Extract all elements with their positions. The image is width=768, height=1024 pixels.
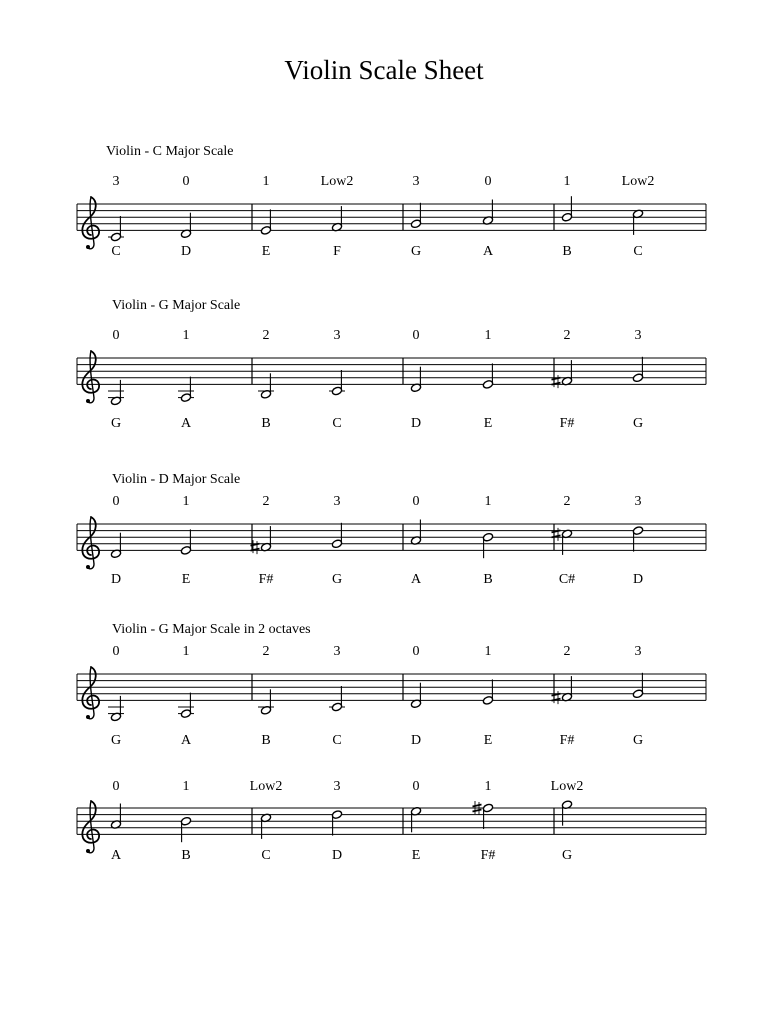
staff-label: Violin - C Major Scale bbox=[106, 144, 234, 159]
treble-clef-icon bbox=[82, 801, 99, 853]
note-name: A bbox=[110, 848, 122, 863]
finger-number: 0 bbox=[182, 174, 190, 189]
note bbox=[258, 328, 274, 431]
note bbox=[110, 494, 121, 587]
note-name: B bbox=[483, 572, 493, 587]
finger-number: 1 bbox=[182, 328, 190, 343]
finger-number: 3 bbox=[333, 779, 341, 794]
finger-number: 0 bbox=[112, 494, 120, 509]
treble-clef-icon bbox=[82, 667, 99, 719]
note bbox=[482, 644, 493, 748]
note-name: F# bbox=[480, 848, 496, 863]
note bbox=[482, 328, 493, 431]
note bbox=[178, 644, 194, 748]
finger-number: 1 bbox=[484, 644, 492, 659]
note-name: F# bbox=[559, 416, 575, 431]
note bbox=[180, 174, 191, 259]
finger-number: 0 bbox=[112, 779, 120, 794]
note bbox=[632, 494, 643, 587]
note-name: C bbox=[261, 848, 271, 863]
finger-number: 3 bbox=[112, 174, 120, 189]
note-name: D bbox=[110, 572, 122, 587]
treble-clef-icon bbox=[82, 197, 99, 249]
finger-number: 1 bbox=[484, 779, 492, 794]
staff-system bbox=[77, 779, 706, 863]
sharp-icon bbox=[552, 690, 561, 704]
note bbox=[410, 174, 421, 259]
finger-number: 3 bbox=[333, 644, 341, 659]
clef-dot bbox=[86, 715, 90, 719]
sharp-bar bbox=[473, 805, 482, 807]
note bbox=[108, 174, 124, 259]
finger-number: 2 bbox=[563, 328, 571, 343]
finger-number: 3 bbox=[634, 494, 642, 509]
page-title: Violin Scale Sheet bbox=[284, 55, 484, 85]
finger-number: 1 bbox=[182, 644, 190, 659]
note bbox=[108, 328, 124, 431]
note bbox=[632, 644, 643, 748]
note-name: A bbox=[180, 416, 192, 431]
note-name: G bbox=[410, 244, 422, 259]
treble-clef-icon bbox=[82, 351, 99, 403]
note-name: F# bbox=[258, 572, 274, 587]
note-name: D bbox=[331, 848, 343, 863]
note-name: G bbox=[110, 733, 122, 748]
finger-number: 1 bbox=[484, 328, 492, 343]
finger-number: 3 bbox=[412, 174, 420, 189]
finger-number: 0 bbox=[484, 174, 492, 189]
note bbox=[552, 494, 576, 587]
note-name: D bbox=[632, 572, 644, 587]
clef-stem bbox=[88, 197, 94, 249]
note-name: A bbox=[180, 733, 192, 748]
finger-number: 3 bbox=[333, 494, 341, 509]
note-name: A bbox=[410, 572, 422, 587]
note bbox=[482, 494, 493, 587]
finger-number: 0 bbox=[412, 779, 420, 794]
finger-number: 2 bbox=[563, 644, 571, 659]
sharp-icon bbox=[552, 374, 561, 388]
clef-stem bbox=[88, 801, 94, 853]
note-name: C bbox=[332, 416, 342, 431]
note bbox=[482, 174, 494, 259]
sharp-icon bbox=[552, 527, 561, 541]
note-name: G bbox=[331, 572, 343, 587]
finger-number: 0 bbox=[412, 644, 420, 659]
note bbox=[258, 644, 274, 748]
finger-number: 0 bbox=[412, 494, 420, 509]
note bbox=[622, 174, 655, 259]
finger-number: 2 bbox=[262, 328, 270, 343]
note bbox=[561, 174, 572, 259]
clef-stem bbox=[88, 517, 94, 569]
finger-number: 2 bbox=[262, 644, 270, 659]
finger-number: 1 bbox=[182, 494, 190, 509]
staff-system bbox=[77, 298, 706, 431]
note-name: F bbox=[333, 244, 341, 259]
note bbox=[632, 328, 643, 431]
finger-number: 1 bbox=[182, 779, 190, 794]
note bbox=[260, 174, 271, 259]
note-name: B bbox=[261, 733, 271, 748]
staff-system bbox=[77, 622, 706, 748]
note bbox=[180, 779, 191, 863]
note bbox=[410, 328, 421, 431]
clef-dot bbox=[86, 245, 90, 249]
finger-number: 3 bbox=[333, 328, 341, 343]
note-name: E bbox=[483, 416, 493, 431]
note bbox=[331, 494, 342, 587]
note-name: C bbox=[111, 244, 121, 259]
note-name: B bbox=[562, 244, 572, 259]
clef-stem bbox=[88, 351, 94, 403]
clef-stem bbox=[88, 667, 94, 719]
note bbox=[108, 644, 124, 748]
note-name: G bbox=[561, 848, 573, 863]
treble-clef-icon bbox=[82, 517, 99, 569]
staff-label: Violin - G Major Scale bbox=[112, 298, 241, 313]
note bbox=[410, 494, 422, 587]
note-name: G bbox=[632, 416, 644, 431]
finger-number: Low2 bbox=[621, 174, 655, 189]
finger-number: 0 bbox=[112, 328, 120, 343]
finger-number: 3 bbox=[634, 644, 642, 659]
finger-number: 0 bbox=[112, 644, 120, 659]
staff-label: Violin - D Major Scale bbox=[112, 472, 241, 487]
note bbox=[329, 328, 345, 431]
note-name: B bbox=[181, 848, 191, 863]
finger-number: 0 bbox=[412, 328, 420, 343]
clef-dot bbox=[86, 399, 90, 403]
note-name: G bbox=[632, 733, 644, 748]
note bbox=[552, 644, 575, 748]
clef-dot bbox=[86, 565, 90, 569]
note-name: D bbox=[410, 416, 422, 431]
finger-number: 2 bbox=[563, 494, 571, 509]
finger-number: 2 bbox=[262, 494, 270, 509]
note bbox=[178, 328, 194, 431]
staff-system bbox=[77, 144, 706, 259]
note bbox=[410, 644, 421, 748]
note-name: F# bbox=[559, 733, 575, 748]
note bbox=[321, 174, 354, 259]
finger-number: 1 bbox=[484, 494, 492, 509]
note-name: E bbox=[483, 733, 493, 748]
note-name: C bbox=[633, 244, 643, 259]
note-name: E bbox=[181, 572, 191, 587]
note-name: E bbox=[261, 244, 271, 259]
finger-number: Low2 bbox=[320, 174, 354, 189]
note bbox=[329, 644, 345, 748]
note-name: D bbox=[410, 733, 422, 748]
note bbox=[180, 494, 191, 587]
note-name: B bbox=[261, 416, 271, 431]
finger-number: 1 bbox=[262, 174, 270, 189]
staff-label: Violin - G Major Scale in 2 octaves bbox=[112, 622, 311, 637]
note-name: C bbox=[332, 733, 342, 748]
sharp-bar bbox=[473, 810, 482, 812]
note-name: D bbox=[180, 244, 192, 259]
note-name: E bbox=[411, 848, 421, 863]
clef-dot bbox=[86, 849, 90, 853]
note bbox=[251, 494, 274, 587]
note-name: G bbox=[110, 416, 122, 431]
note-name: C# bbox=[558, 572, 576, 587]
note-name: A bbox=[482, 244, 494, 259]
finger-number: Low2 bbox=[249, 779, 283, 794]
finger-number: 3 bbox=[634, 328, 642, 343]
staff-system bbox=[77, 472, 706, 587]
note bbox=[552, 328, 575, 431]
finger-number: Low2 bbox=[550, 779, 584, 794]
finger-number: 1 bbox=[563, 174, 571, 189]
